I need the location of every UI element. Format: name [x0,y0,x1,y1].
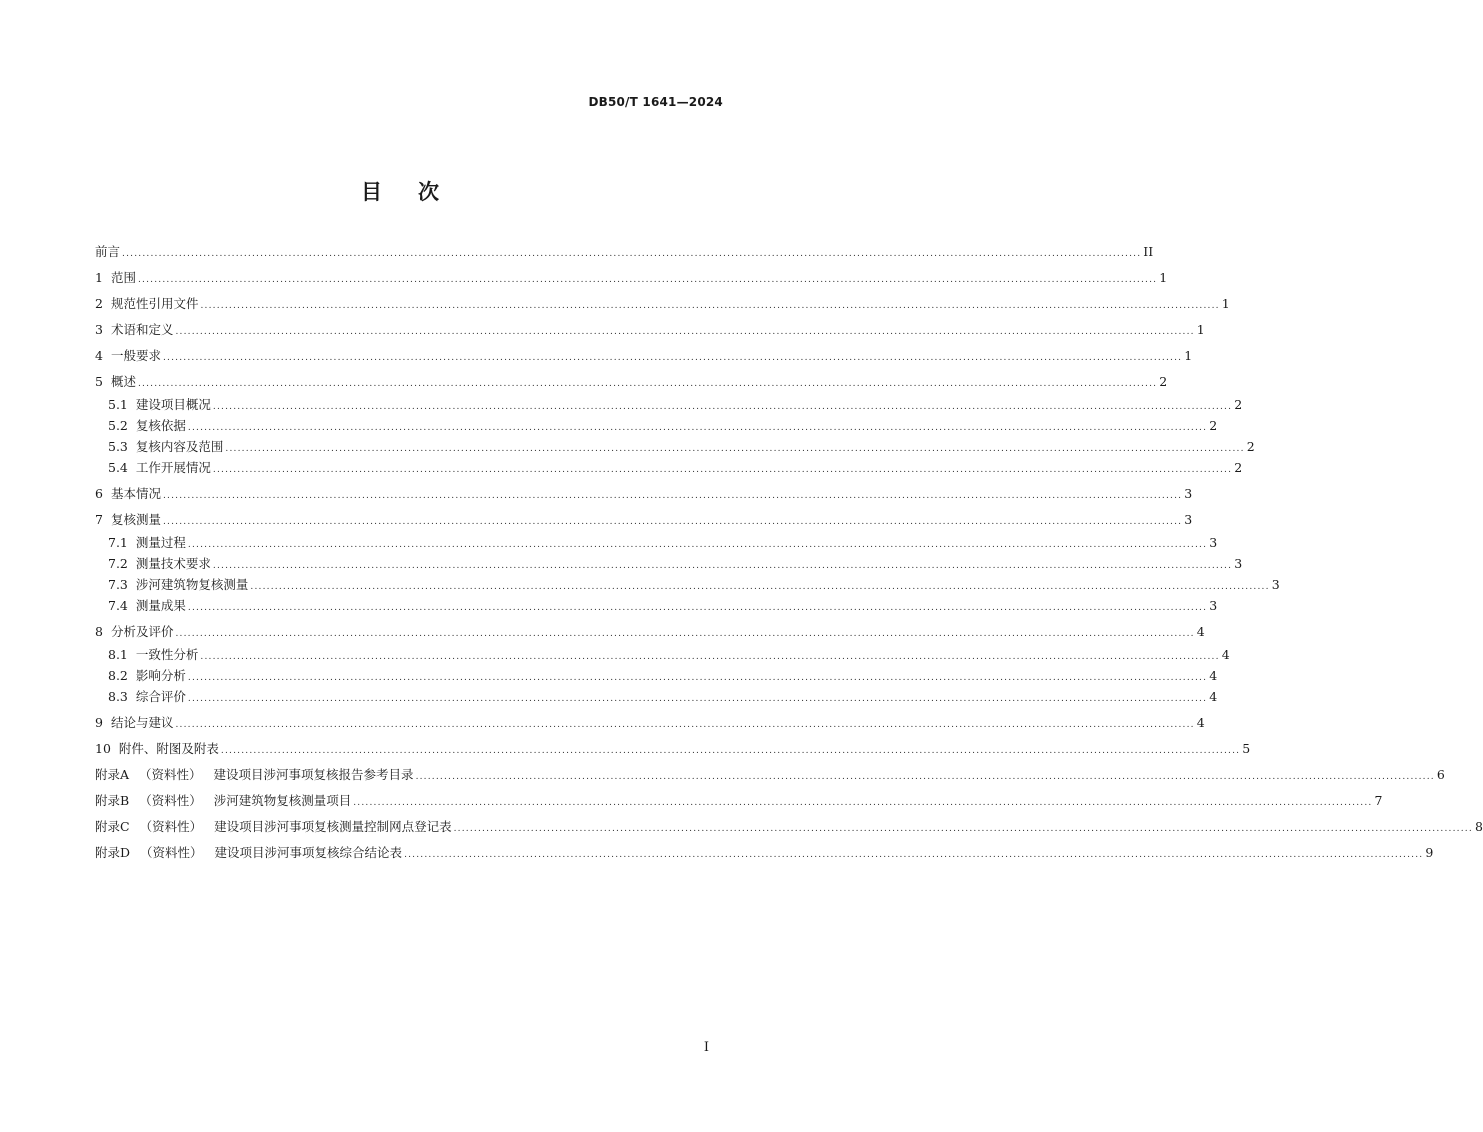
toc-leader-dots: ........................................................................................................................................................................................................................................................... [200,652,1220,662]
toc-entry-7[interactable] [95,509,1193,530]
toc-entry-page: II [1143,244,1154,259]
toc-leader-dots: ........................................................................................................................................................................................................................................................... [187,694,1208,704]
toc-entry-label: 附件、附图及附表 [118,741,219,756]
toc-entry-label: 前言 [95,244,121,259]
toc-leader-dots: ........................................................................................................................................................................................................................................................... [187,423,1208,433]
page-title-char-1: 目 [361,180,382,204]
toc-entry-page: 6 [1436,767,1445,782]
toc-entry-page: 4 [1196,624,1205,639]
toc-entry-label: 结论与建议 [110,715,174,730]
toc-leader-dots: ........................................................................................................................................................................................................................................................... [212,465,1233,475]
toc-entry-number: 2 [95,296,103,311]
toc-entry-4[interactable] [95,345,1193,366]
toc-entry-7-3[interactable] [95,574,1280,595]
toc-entry-9[interactable] [95,712,1205,733]
toc-entry-label: 建设项目概况 [135,397,211,412]
toc-entry-number: 8 [95,624,103,639]
toc-entry-7-4[interactable] [95,595,1218,616]
toc-entry-page: 7 [1374,793,1383,808]
toc-appendix-number: 附录C [95,819,130,834]
toc-appendix-number: 附录B [95,793,130,808]
page-number: I [703,1040,709,1055]
toc-leader-dots: ........................................................................................................................................................................................................................................................... [225,444,1245,454]
toc-entry-8-2[interactable] [95,665,1218,686]
toc-entry-7-1[interactable] [95,532,1218,553]
toc-leader-dots: ........................................................................................................................................................................................................................................................... [175,720,1195,730]
toc-leader-dots: ........................................................................................................................................................................................................................................................... [415,772,1435,782]
toc-entry-number: 8.2 [108,668,128,683]
toc-entry-6[interactable] [95,483,1193,504]
toc-leader-dots: ........................................................................................................................................................................................................................................................... [404,850,1424,860]
toc-entry-number: 5.1 [108,397,128,412]
toc-entry-number: 5 [95,374,103,389]
toc-entry-label: 建设项目涉河事项复核测量控制网点登记表 [214,819,452,834]
toc-entry-label: 分析及评价 [110,624,174,639]
toc-entry-label: 建设项目涉河事项复核综合结论表 [214,845,403,860]
toc-entry-8[interactable] [95,621,1205,642]
toc-leader-dots: ........................................................................................................................................................................................................................................................... [162,517,1183,527]
toc-entry-8-1[interactable] [95,644,1230,665]
toc-appendix-type: （资料性） [139,819,203,834]
toc-entry-label: 测量成果 [135,598,186,613]
table-of-contents [95,241,1483,863]
toc-appendix-type: （资料性） [139,767,202,782]
toc-leader-dots: ........................................................................................................................................................................................................................................................... [200,301,1220,311]
toc-entry-page: 3 [1234,556,1243,571]
toc-entry-number: 1 [95,270,103,285]
toc-entry-label: 工作开展情况 [135,460,211,475]
toc-leader-dots: ........................................................................................................................................................................................................................................................... [175,629,1195,639]
toc-entry-8-3[interactable] [95,686,1218,707]
toc-entry-label: 涉河建筑物复核测量 [135,577,249,592]
toc-entry-page: 3 [1184,512,1193,527]
toc-entry-page: 8 [1474,819,1483,834]
toc-entry-label: 测量技术要求 [135,556,211,571]
toc-leader-dots: ........................................................................................................................................................................................................................................................... [122,249,1142,259]
toc-leader-dots: ........................................................................................................................................................................................................................................................... [187,540,1208,550]
toc-leader-dots: ........................................................................................................................................................................................................................................................... [250,582,1270,592]
toc-entry-page: 2 [1159,374,1168,389]
toc-entry-page: 3 [1209,598,1218,613]
toc-appendix-type: （资料性） [140,845,203,860]
page-title [0,176,800,206]
toc-entry-label: 复核内容及范围 [135,439,224,454]
toc-entry-page: 5 [1242,741,1251,756]
toc-entry-page: 1 [1184,348,1193,363]
toc-entry-page: 3 [1209,535,1218,550]
toc-entry-appendix-b[interactable] [95,790,1383,811]
toc-entry-label: 范围 [110,270,136,285]
toc-appendix-type: （资料性） [139,793,202,808]
toc-entry-number: 7.3 [108,577,128,592]
toc-entry-1[interactable] [95,267,1168,288]
toc-leader-dots: ........................................................................................................................................................................................................................................................... [353,798,1373,808]
toc-leader-dots: ........................................................................................................................................................................................................................................................... [187,603,1208,613]
toc-entry-number: 8.3 [108,689,128,704]
toc-entry-label: 规范性引用文件 [110,296,199,311]
toc-entry-label: 基本情况 [110,486,161,501]
toc-entry-number: 7.1 [108,535,128,550]
toc-entry-5-3[interactable] [95,436,1255,457]
toc-leader-dots: ........................................................................................................................................................................................................................................................... [212,561,1233,571]
toc-entry-appendix-c[interactable] [95,816,1483,837]
toc-entry-page: 2 [1209,418,1218,433]
toc-entry-appendix-d[interactable] [95,842,1434,863]
document-code: DB50/T 1641—2024 [588,95,723,109]
toc-entry-number: 9 [95,715,103,730]
toc-entry-5[interactable] [95,371,1168,392]
toc-leader-dots: ........................................................................................................................................................................................................................................................... [137,275,1158,285]
toc-leader-dots: ........................................................................................................................................................................................................................................................... [137,379,1158,389]
toc-entry-2[interactable] [95,293,1230,314]
toc-leader-dots: ........................................................................................................................................................................................................................................................... [453,824,1473,834]
toc-appendix-number: 附录A [95,767,130,782]
toc-entry-appendix-a[interactable] [95,764,1445,785]
toc-entry-number: 7.2 [108,556,128,571]
toc-entry-5-4[interactable] [95,457,1243,478]
toc-leader-dots: ........................................................................................................................................................................................................................................................... [162,353,1183,363]
toc-entry-number: 7.4 [108,598,128,613]
toc-entry-number: 8.1 [108,647,128,662]
toc-entry-number: 5.4 [108,460,128,475]
toc-entry-label: 一般要求 [110,348,161,363]
toc-leader-dots: ........................................................................................................................................................................................................................................................... [212,402,1233,412]
toc-entry-page: 4 [1209,689,1218,704]
toc-entry-label: 术语和定义 [110,322,174,337]
page-title-char-2: 次 [418,180,439,204]
toc-entry-page: 3 [1271,577,1280,592]
toc-entry-page: 1 [1196,322,1205,337]
toc-entry-number: 3 [95,322,103,337]
toc-entry-label: 影响分析 [135,668,186,683]
toc-leader-dots: ........................................................................................................................................................................................................................................................... [220,746,1241,756]
toc-entry-page: 1 [1221,296,1230,311]
toc-leader-dots: ........................................................................................................................................................................................................................................................... [175,327,1195,337]
toc-entry-number: 10 [95,741,111,756]
toc-leader-dots: ........................................................................................................................................................................................................................................................... [162,491,1183,501]
toc-entry-7-2[interactable] [95,553,1243,574]
toc-entry-page: 9 [1425,845,1434,860]
toc-entry-page: 4 [1196,715,1205,730]
toc-entry-page: 2 [1234,460,1243,475]
toc-entry-foreword[interactable] [95,241,1154,262]
toc-entry-number: 5.2 [108,418,128,433]
toc-entry-10[interactable] [95,738,1251,759]
toc-entry-label: 概述 [110,374,136,389]
toc-entry-number: 5.3 [108,439,128,454]
toc-entry-label: 综合评价 [135,689,186,704]
toc-entry-label: 一致性分析 [135,647,199,662]
toc-leader-dots: ........................................................................................................................................................................................................................................................... [187,673,1208,683]
toc-entry-page: 1 [1159,270,1168,285]
toc-entry-page: 2 [1246,439,1255,454]
toc-appendix-number: 附录D [95,845,131,860]
toc-entry-5-2[interactable] [95,415,1218,436]
toc-entry-number: 6 [95,486,103,501]
toc-entry-3[interactable] [95,319,1205,340]
toc-entry-number: 4 [95,348,103,363]
toc-entry-page: 4 [1209,668,1218,683]
toc-entry-label: 测量过程 [135,535,186,550]
toc-entry-page: 4 [1221,647,1230,662]
toc-entry-page: 2 [1234,397,1243,412]
toc-entry-label: 复核测量 [110,512,161,527]
toc-entry-page: 3 [1184,486,1193,501]
toc-entry-5-1[interactable] [95,394,1243,415]
toc-entry-label: 复核依据 [135,418,186,433]
toc-entry-number: 7 [95,512,103,527]
toc-entry-label: 涉河建筑物复核测量项目 [213,793,352,808]
toc-entry-label: 建设项目涉河事项复核报告参考目录 [213,767,414,782]
